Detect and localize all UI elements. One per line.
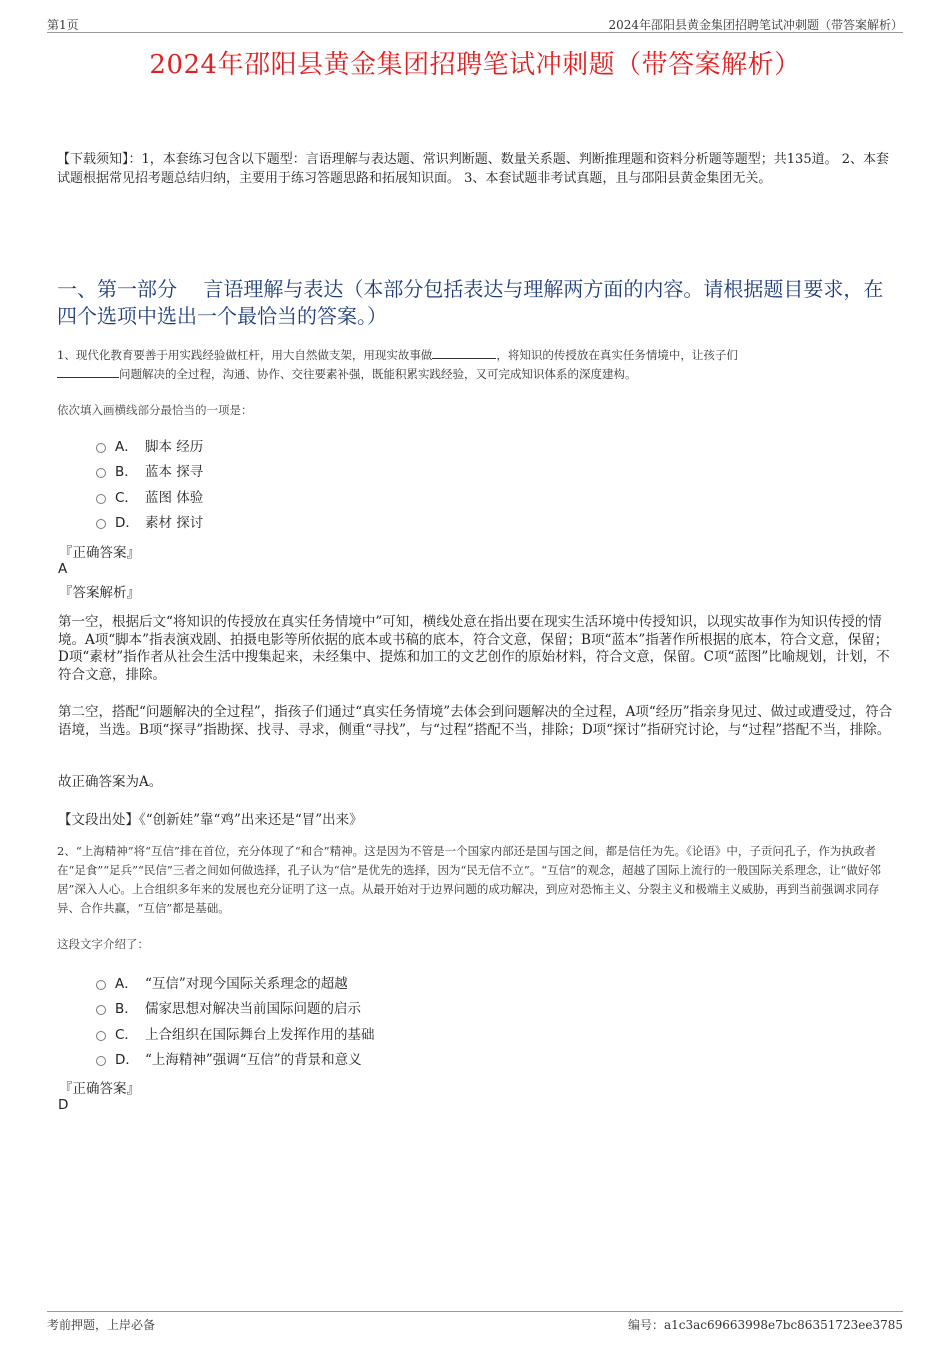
question-1-part-b: ，将知识的传授放在真实任务情境中，让孩子们 — [496, 348, 738, 362]
question-1-text — [57, 346, 899, 384]
correct-answer: D — [58, 1097, 69, 1113]
correct-answer: A — [58, 561, 68, 577]
question-1-part-c: 问题解决的全过程，沟通、协作、交往要素补强，既能积累实践经验，又可完成知识体系的深度建构。 — [119, 367, 637, 381]
radio-button-icon[interactable] — [96, 1031, 106, 1041]
option-c[interactable]: C． 蓝图 体验 — [96, 483, 203, 509]
option-d[interactable]: D． “上海精神”强调“互信”的背景和意义 — [96, 1046, 375, 1072]
header-doc-title: 2024年邵阳县黄金集团招聘笔试冲刺题（带答案解析） — [608, 18, 903, 32]
document-id: 编号：a1c3ac69663998e7bc86351723ee3785 — [627, 1318, 903, 1332]
question-2-text: 2、“上海精神”将“互信”排在首位，充分体现了“和合”精神。这是因为不管是一个国家内部还是国与国之间，都是信任为先。《论语》中，子贡问孔子，作为执政者在“足食”“足兵”“民信”三者之间如何做选择，孔子认为“信”是优先的选择，因为“民无信不立”。“互信”的观念，超越了国际上流行的一般国际关系理念，让“做好邻居”深入人心。上合组织多年来的发展也充分证明了这一点。从最开始对于边界问题的成功解决，到应对恐怖主义、分裂主义和极端主义威胁，再到当前强调求同存异、合作共赢，“互信”都是基础。 — [57, 844, 881, 915]
source-citation: 【文段出处】《“创新娃”靠“鸡”出来还是“冒”出来》 — [58, 812, 363, 828]
analysis-conclusion: 故正确答案为A。 — [58, 774, 163, 790]
footer-slogan: 考前押题，上岸必备 — [47, 1318, 156, 1332]
page-number: 第1页 — [47, 18, 79, 32]
option-c[interactable]: C． 上合组织在国际舞台上发挥作用的基础 — [96, 1020, 375, 1046]
answer-label: 『正确答案』 — [59, 545, 140, 561]
analysis-label: 『答案解析』 — [59, 585, 140, 601]
fill-blank-2 — [57, 365, 119, 378]
radio-button-icon[interactable] — [96, 980, 106, 990]
analysis-paragraph-1: 第一空，根据后文“将知识的传授放在真实任务情境中”可知，横线处意在指出要在现实生活环境中传授知识，以现实故事作为知识传授的情境。A项“脚本”指表演戏剧、拍摄电影等所依据的底本或书稿的底本，符合文意，保留；B项“蓝本”指著作所根据的底本，符合文意，保留；D项“素材”指作者从社会生活中搜集起来，未经集中、提炼和加工的文艺创作的原始材料，符合文意，保留。C项“蓝图”比喻规划，计划，不符合文意，排除。 — [58, 614, 890, 683]
option-b[interactable]: B． 蓝本 探寻 — [96, 458, 203, 484]
question-1-prompt: 依次填入画横线部分最恰当的一项是： — [57, 403, 253, 417]
radio-button-icon[interactable] — [96, 468, 106, 478]
radio-button-icon[interactable] — [96, 494, 106, 504]
question-1-options — [96, 432, 203, 534]
radio-button-icon[interactable] — [96, 1056, 106, 1066]
question-1-part-a: 1、现代化教育要善于用实践经验做杠杆，用大自然做支架，用现实故事做 — [57, 348, 433, 362]
answer-label: 『正确答案』 — [59, 1081, 140, 1097]
analysis-paragraph-2: 第二空，搭配“问题解决的全过程”，指孩子们通过“真实任务情境”去体会到问题解决的全过程，A项“经历”指亲身见过、做过或遭受过，符合语境，当选。B项“探寻”指勘探、找寻、寻求，侧重“寻找”，与“过程”搭配不当，排除；D项“探讨”指研究讨论，与“过程”搭配不当，排除。 — [58, 704, 893, 738]
page-header — [47, 14, 903, 33]
fill-blank-1 — [432, 346, 496, 359]
download-notice: 【下载须知】：1，本套练习包含以下题型：言语理解与表达题、常识判断题、数量关系题、判断推理题和资料分析题等题型；共135道。 2、本套试题根据常见招考题总结归纳，主要用于练习答题思路和拓展知识面。 3、本套试题非考试真题，且与邵阳县黄金集团无关。 — [57, 152, 889, 186]
radio-button-icon[interactable] — [96, 1005, 106, 1015]
document-title: 2024年邵阳县黄金集团招聘笔试冲刺题（带答案解析） — [149, 50, 801, 80]
radio-button-icon[interactable] — [96, 443, 106, 453]
option-a[interactable]: A． “互信”对现今国际关系理念的超越 — [96, 969, 375, 995]
page-footer — [47, 1311, 903, 1334]
section-heading: 一、第一部分 言语理解与表达（本部分包括表达与理解两方面的内容。请根据题目要求，在四个选项中选出一个最恰当的答案。） — [57, 277, 884, 328]
option-b[interactable]: B． 儒家思想对解决当前国际问题的启示 — [96, 995, 375, 1021]
question-2-options — [96, 969, 375, 1071]
option-d[interactable]: D． 素材 探讨 — [96, 509, 203, 535]
question-2-prompt: 这段文字介绍了： — [57, 937, 149, 951]
radio-button-icon[interactable] — [96, 519, 106, 529]
option-a[interactable]: A． 脚本 经历 — [96, 432, 203, 458]
